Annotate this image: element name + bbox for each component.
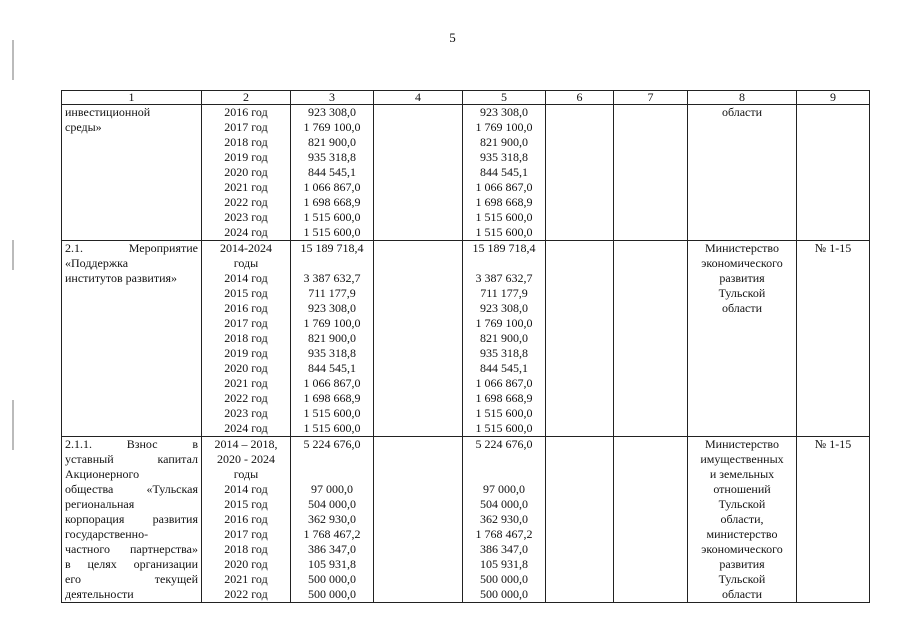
cell-line: 2.1.1. Взнос в xyxy=(65,437,198,451)
cell-line: общества «Тульская xyxy=(65,482,198,496)
cell-line: 923 308,0 xyxy=(308,105,356,119)
header-cell: 2 xyxy=(202,91,291,105)
cell-line: 5 224 676,0 xyxy=(303,437,361,451)
cell-line: Министерство xyxy=(705,437,779,451)
cell-line: Акционерного xyxy=(65,467,140,481)
cell-line: 2018 год xyxy=(224,135,268,149)
cell-line: 362 930,0 xyxy=(308,512,356,526)
regional-budget-cell xyxy=(463,105,546,241)
cell-line: 923 308,0 xyxy=(308,301,356,315)
cell-line: Тульской xyxy=(718,286,766,300)
cell-line: годы xyxy=(233,256,259,270)
cell-line: 2020 год xyxy=(224,361,268,375)
cell-line: 15 189 718,4 xyxy=(300,241,364,255)
scan-edge-mark xyxy=(12,400,14,450)
cell-line: 1 515 600,0 xyxy=(303,406,361,420)
cell-line: 1 515 600,0 xyxy=(303,210,361,224)
cell-line: 935 318,8 xyxy=(308,150,356,164)
cell-line: Тульской xyxy=(718,497,766,511)
cell-line: 2015 год xyxy=(224,286,268,300)
cell-line: 2016 год xyxy=(224,301,268,315)
program-name-cell xyxy=(62,241,202,437)
cell-line: 2017 год xyxy=(224,120,268,134)
cell-line: 1 066 867,0 xyxy=(475,376,533,390)
cell-line: частного партнерства» xyxy=(65,542,198,556)
cell-line: развития xyxy=(719,557,765,571)
cell-line: 2016 год xyxy=(224,512,268,526)
cell-line: 1 768 467,2 xyxy=(303,527,361,541)
local-budget-cell xyxy=(546,241,614,437)
program-name-cell xyxy=(62,105,202,241)
responsible-executor-cell xyxy=(688,105,797,241)
cell-line: 1 698 668,9 xyxy=(475,391,533,405)
local-budget-cell xyxy=(546,105,614,241)
cell-line: 2019 год xyxy=(224,346,268,360)
cell-line: № 1-15 xyxy=(814,241,852,255)
cell-line: 2022 год xyxy=(224,195,268,209)
cell-line: 1 066 867,0 xyxy=(303,180,361,194)
cell-line: 844 545,1 xyxy=(480,165,528,179)
cell-line: имущественных xyxy=(700,452,784,466)
cell-line: 2020 год xyxy=(224,165,268,179)
cell-line: 711 177,9 xyxy=(308,286,356,300)
cell-line: 2022 год xyxy=(224,391,268,405)
table-row xyxy=(62,437,870,603)
cell-line: экономического xyxy=(701,542,783,556)
cell-line: 1 515 600,0 xyxy=(475,406,533,420)
table-row xyxy=(62,241,870,437)
cell-line: 504 000,0 xyxy=(308,497,356,511)
cell-line: инвестиционной xyxy=(65,105,151,119)
cell-line: 105 931,8 xyxy=(308,557,356,571)
cell-line: области xyxy=(721,301,763,315)
cell-line: государственно- xyxy=(65,527,149,541)
header-cell: 6 xyxy=(546,91,614,105)
cell-line: 2015 год xyxy=(224,497,268,511)
cell-line: 1 515 600,0 xyxy=(475,421,533,435)
total-amount-cell xyxy=(291,437,374,603)
header-cell: 9 xyxy=(797,91,870,105)
cell-line: 844 545,1 xyxy=(308,165,356,179)
program-table xyxy=(61,90,870,603)
cell-line: среды» xyxy=(65,120,102,134)
cell-line: 923 308,0 xyxy=(480,301,528,315)
header-cell: 4 xyxy=(374,91,463,105)
total-amount-cell xyxy=(291,241,374,437)
cell-line: 1 698 668,9 xyxy=(475,195,533,209)
cell-line: 105 931,8 xyxy=(480,557,528,571)
cell-line: 2023 год xyxy=(224,210,268,224)
federal-budget-cell xyxy=(374,241,463,437)
cell-line: отношений xyxy=(713,482,771,496)
period-cell xyxy=(202,437,291,603)
cell-line: 500 000,0 xyxy=(480,587,528,601)
cell-line: 1 768 467,2 xyxy=(475,527,533,541)
cell-line: и земельных xyxy=(709,467,775,481)
cell-line: 2014-2024 xyxy=(220,241,272,255)
cell-line xyxy=(293,467,371,482)
cell-line: 386 347,0 xyxy=(308,542,356,556)
cell-line: 2022 год xyxy=(224,587,268,601)
cell-line: 5 224 676,0 xyxy=(475,437,533,451)
cell-line: 1 769 100,0 xyxy=(475,316,533,330)
cell-line: 2014 год xyxy=(224,271,268,285)
cell-line: 2024 год xyxy=(224,421,268,435)
cell-line: 821 900,0 xyxy=(308,331,356,345)
cell-line: развития xyxy=(719,271,765,285)
cell-line: области xyxy=(721,587,763,601)
cell-line: 2021 год xyxy=(224,376,268,390)
cell-line: экономического xyxy=(701,256,783,270)
cell-line: 711 177,9 xyxy=(480,286,528,300)
cell-line: 386 347,0 xyxy=(480,542,528,556)
cell-line: 2.1. Мероприятие xyxy=(65,241,198,255)
cell-line: 500 000,0 xyxy=(308,587,356,601)
cell-line: 1 769 100,0 xyxy=(475,120,533,134)
cell-line xyxy=(465,467,543,482)
cell-line: 2023 год xyxy=(224,406,268,420)
cell-line: 1 515 600,0 xyxy=(475,210,533,224)
cell-line: 935 318,8 xyxy=(308,346,356,360)
cell-line: 2014 – 2018, xyxy=(214,437,278,451)
cell-line: 2017 год xyxy=(224,316,268,330)
cell-line: 504 000,0 xyxy=(480,497,528,511)
other-sources-cell xyxy=(614,105,688,241)
cell-line: области, xyxy=(720,512,764,526)
cell-line: 2018 год xyxy=(224,331,268,345)
header-cell: 7 xyxy=(614,91,688,105)
cell-line: 362 930,0 xyxy=(480,512,528,526)
cell-line: 97 000,0 xyxy=(483,482,525,496)
indicator-ref-cell xyxy=(797,105,870,241)
cell-line xyxy=(465,452,543,467)
indicator-ref-cell xyxy=(797,241,870,437)
cell-line: 1 769 100,0 xyxy=(303,316,361,330)
cell-line xyxy=(293,452,371,467)
cell-line: Министерство xyxy=(705,241,779,255)
other-sources-cell xyxy=(614,241,688,437)
cell-line xyxy=(465,256,543,271)
cell-line: 821 900,0 xyxy=(308,135,356,149)
responsible-executor-cell xyxy=(688,437,797,603)
cell-line: 1 515 600,0 xyxy=(303,421,361,435)
cell-line: деятельности xyxy=(65,587,134,601)
page-number: 5 xyxy=(449,30,456,45)
cell-line: 935 318,8 xyxy=(480,346,528,360)
cell-line: 2017 год xyxy=(224,527,268,541)
cell-line: уставный капитал xyxy=(65,452,198,466)
federal-budget-cell xyxy=(374,105,463,241)
cell-line: 1 066 867,0 xyxy=(475,180,533,194)
cell-line: региональная xyxy=(65,497,135,511)
cell-line: 1 698 668,9 xyxy=(303,195,361,209)
period-cell xyxy=(202,105,291,241)
cell-line: 2020 - 2024 xyxy=(217,452,275,466)
cell-line: 97 000,0 xyxy=(311,482,353,496)
cell-line: 2021 год xyxy=(224,180,268,194)
cell-line: области xyxy=(721,105,763,119)
cell-line: 935 318,8 xyxy=(480,150,528,164)
cell-line: 844 545,1 xyxy=(308,361,356,375)
cell-line: 3 387 632,7 xyxy=(475,271,533,285)
federal-budget-cell xyxy=(374,437,463,603)
total-amount-cell xyxy=(291,105,374,241)
cell-line: 2020 год xyxy=(224,557,268,571)
header-cell: 8 xyxy=(688,91,797,105)
cell-line: Тульской xyxy=(718,572,766,586)
cell-line: 923 308,0 xyxy=(480,105,528,119)
regional-budget-cell xyxy=(463,437,546,603)
local-budget-cell xyxy=(546,437,614,603)
indicator-ref-cell xyxy=(797,437,870,603)
cell-line: 1 515 600,0 xyxy=(475,225,533,239)
period-cell xyxy=(202,241,291,437)
cell-line: его текущей xyxy=(65,572,198,586)
cell-line: 821 900,0 xyxy=(480,331,528,345)
cell-line: 3 387 632,7 xyxy=(303,271,361,285)
cell-line: 1 698 668,9 xyxy=(303,391,361,405)
cell-line: 1 066 867,0 xyxy=(303,376,361,390)
cell-line: 500 000,0 xyxy=(308,572,356,586)
cell-line: 821 900,0 xyxy=(480,135,528,149)
scan-edge-mark xyxy=(12,40,14,80)
cell-line: 844 545,1 xyxy=(480,361,528,375)
cell-line: министерство xyxy=(706,527,778,541)
other-sources-cell xyxy=(614,437,688,603)
header-cell: 5 xyxy=(463,91,546,105)
scan-edge-mark xyxy=(12,240,14,270)
cell-line: 500 000,0 xyxy=(480,572,528,586)
header-cell: 3 xyxy=(291,91,374,105)
cell-line: корпорация развития xyxy=(65,512,198,526)
cell-line: 2019 год xyxy=(224,150,268,164)
table-row xyxy=(62,105,870,241)
cell-line: «Поддержка xyxy=(65,256,129,270)
cell-line: 2024 год xyxy=(224,225,268,239)
cell-line: 2021 год xyxy=(224,572,268,586)
cell-line: в целях организации xyxy=(65,557,198,571)
responsible-executor-cell xyxy=(688,241,797,437)
cell-line: 2018 год xyxy=(224,542,268,556)
cell-line: 2014 год xyxy=(224,482,268,496)
cell-line: институтов развития» xyxy=(65,271,178,285)
program-name-cell xyxy=(62,437,202,603)
cell-line xyxy=(293,256,371,271)
cell-line: 15 189 718,4 xyxy=(472,241,536,255)
regional-budget-cell xyxy=(463,241,546,437)
cell-line: № 1-15 xyxy=(814,437,852,451)
cell-line: 1 769 100,0 xyxy=(303,120,361,134)
cell-line: годы xyxy=(233,467,259,481)
cell-line: 1 515 600,0 xyxy=(303,225,361,239)
header-cell: 1 xyxy=(62,91,202,105)
header-row xyxy=(62,91,870,105)
cell-line: 2016 год xyxy=(224,105,268,119)
